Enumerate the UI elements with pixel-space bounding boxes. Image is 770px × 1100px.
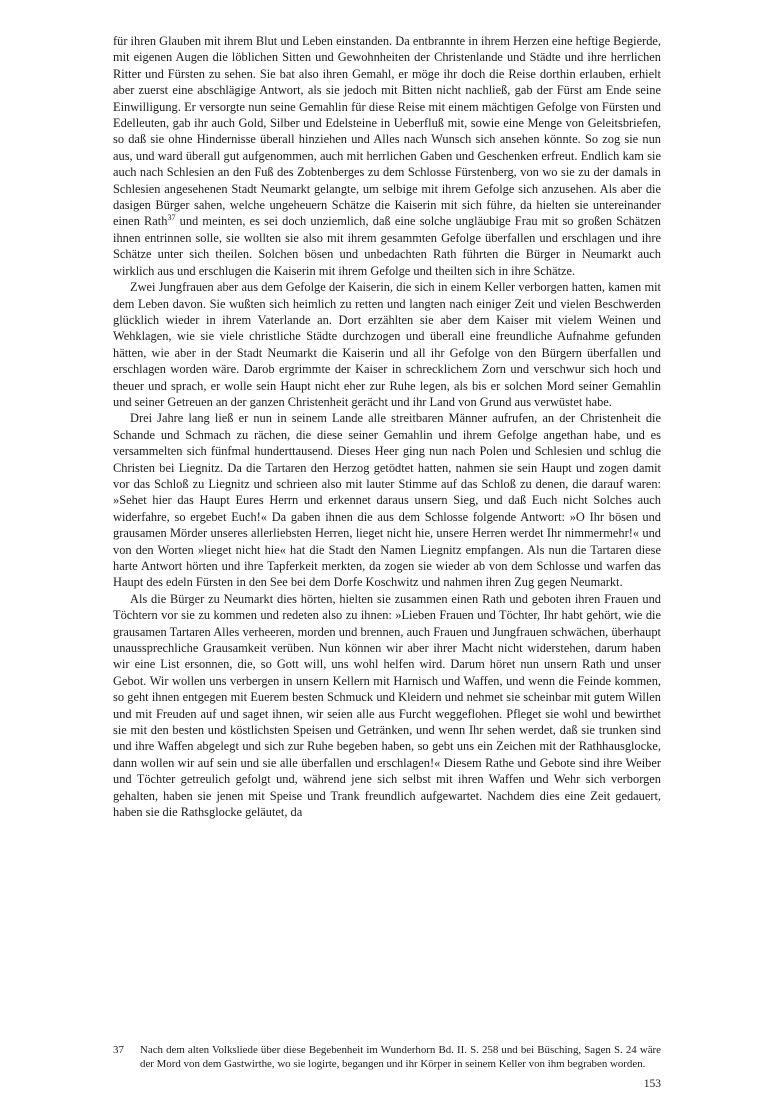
paragraph-1-text-after-ref: und meinten, es sei doch unziemlich, daß eine solche ungläubige Frau mit so großen Schätzen ihnen entrinnen solle, sie wollten sie also mit ihrem gesammten Gefolge überfallen und erschlagen und ihre Schätze unter sich theilen. Solchen bösen und unbedachten Rath führten die Bürger in Neumarkt auch wirklich aus und erschlugen die Kaiserin mit ihrem Gefolge und theilten sich in ihre Schätze.	[113, 214, 661, 278]
footnote-marker: 37	[113, 1043, 124, 1056]
footnote-37	[113, 1043, 661, 1072]
main-text-block	[113, 33, 661, 821]
footnote-reference-37: 37	[167, 213, 176, 223]
footnote-text: Nach dem alten Volksliede über diese Begebenheit im Wunderhorn Bd. II. S. 258 und bei Büsching, Sagen S. 24 wäre der Mord von dem Gastwirthe, wo sie logirte, begangen und ihr Körper in seinem Keller von ihm begraben worden.	[140, 1043, 661, 1071]
paragraph-1	[113, 33, 661, 279]
paragraph-3: Drei Jahre lang ließ er nun in seinem Lande alle streitbaren Männer aufrufen, an der Christenheit die Schande und Schmach zu rächen, die diese seiner Gemahlin und ihrem Gefolge angethan habe, und es versammelten sich fünfmal hunderttausend. Dieses Heer ging nun nach Polen und Schlesien und schlug die Christen bei Liegnitz. Da die Tartaren den Herzog getödtet hatten, nahmen sie sein Haupt und zogen damit vor das Schloß zu Liegnitz und schrieen also mit lauter Stimme auf das Schloß zu denen, die darauf waren: »Sehet hier das Haupt Eures Herrn und erkennet daraus unsern Sieg, und daß Euch nicht Solches auch widerfahre, so ergebet Euch!« Da gaben ihnen die aus dem Schlosse folgende Antwort: »O Ihr bösen und grausamen Mörder unseres allerliebsten Herren, lieget nicht hie, unsere Herren werdet Ihr nimmermehr!« und von den Worten »lieget nicht hie« hat die Stadt den Namen Liegnitz empfangen. Als nun die Tartaren diese harte Antwort hörten und ihre Tapferkeit merkten, da zogen sie wieder ab von dem Schlosse und warfen das Haupt des edeln Fürsten in den See bei dem Dorfe Koschwitz und nahmen ihren Zug gegen Neumarkt.	[113, 411, 661, 590]
page-number: 153	[643, 1078, 661, 1090]
paragraph-1-text-before-ref: für ihren Glauben mit ihrem Blut und Leben einstanden. Da entbrannte in ihrem Herzen eine heftige Begierde, mit eigenen Augen die löblichen Sitten und Gewohnheiten der Christenlande und Städte und ihre herrlichen Ritter und Fürsten zu sehen. Sie bat also ihren Gemahl, er möge ihr doch die Reise dorthin erlauben, erhielt aber zuerst eine abschlägige Antwort, als sie jedoch mit Bitten nicht nachließ, gab der Fürst am Ende seine Einwilligung. Er versorgte nun seine Gemahlin für diese Reise mit einem mächtigen Gefolge von Fürsten und Edelleuten, gab ihr auch Gold, Silber und Edelsteine in Ueberfluß mit, sowie eine Menge von Geleitsbriefen, so daß sie ohne Hindernisse überall hinziehen und Alles nach Wunsch sich ansehen könnte. So zog sie nun aus, und ward überall gut aufgenommen, auch mit herrlichen Gaben und Geschenken erfreut. Endlich kam sie auch nach Schlesien an den Fuß des Zobtenberges zu dem Schlosse Fürstenberg, von wo sie zu der damals in Schlesien angesehenen Stadt Neumarkt gelangte, um selbige mit ihrem Gefolge sich anzusehen. Als aber die dasigen Bürger sahen, welche ungeheuern Schätze die Kaiserin mit sich führe, da hielten sie untereinander einen Rath	[113, 34, 661, 229]
paragraph-2: Zwei Jungfrauen aber aus dem Gefolge der Kaiserin, die sich in einem Keller verborgen hatten, kamen mit dem Leben davon. Sie wußten sich heimlich zu retten und langten nach einiger Zeit und vielen Beschwerden glücklich wieder in ihrem Vaterlande an. Dort erzählten sie aber dem Kaiser mit vielem Weinen und Wehklagen, wie sie viele christliche Städte durchzogen und überall eine freundliche Aufnahme gefunden hätten, wie aber in der Stadt Neumarkt die Kaiserin und all ihr Gefolge von den Bürgern überfallen und erschlagen worden wäre. Darob ergrimmte der Kaiser in schrecklichem Zorn und verschwur sich hoch und theuer und sprach, er wolle sein Haupt nicht eher zur Ruhe legen, als bis er solchen Mord seiner Gemahlin und seiner Getreuen an der ganzen Christenheit gerächt und ihr Land von Grund aus verwüstet habe.	[113, 280, 661, 409]
paragraph-4: Als die Bürger zu Neumarkt dies hörten, hielten sie zusammen einen Rath und geboten ihren Frauen und Töchtern vor sie zu kommen und redeten also zu ihnen: »Lieben Frauen und Töchter, Ihr habt gehört, wie die grausamen Tartaren Alles verheeren, morden und brennen, auch Frauen und Jungfrauen schwächen, überhaupt unaussprechliche Grausamkeit verüben. Nun können wir aber ihrer Macht nicht widerstehen, darum haben wir eine List ersonnen, die, so Gott will, uns wohl helfen wird. Darum höret nun unsern Rath und unser Gebot. Wir wollen uns verbergen in unsern Kellern mit Harnisch und Waffen, und wenn die Feinde kommen, so geht ihnen entgegen mit Euerem besten Schmuck und Kleidern und nehmet sie scheinbar mit gutem Willen und mit Freuden auf und saget ihnen, wir seien alle aus Furcht weggeflohen. Pfleget sie wohl und bewirthet sie mit den besten und köstlichsten Speisen und Getränken, und wenn Ihr sehen werdet, daß sie trunken sind und ihre Waffen abgelegt und sich zur Ruhe begeben haben, so gebt uns ein Zeichen mit der Rathhausglocke, dann wollen wir auf sein und sie alle überfallen und erschlagen!« Diesem Rathe und Gebote sind ihre Weiber und Töchter getreulich gefolgt und, während jene sich selbst mit ihren Waffen und Wehr sich verborgen gehalten, haben sie jenen mit Speise und Trank freundlich aufgewartet. Nachdem dies eine Zeit gedauert, haben sie die Rathsglocke geläutet, da	[113, 591, 661, 820]
